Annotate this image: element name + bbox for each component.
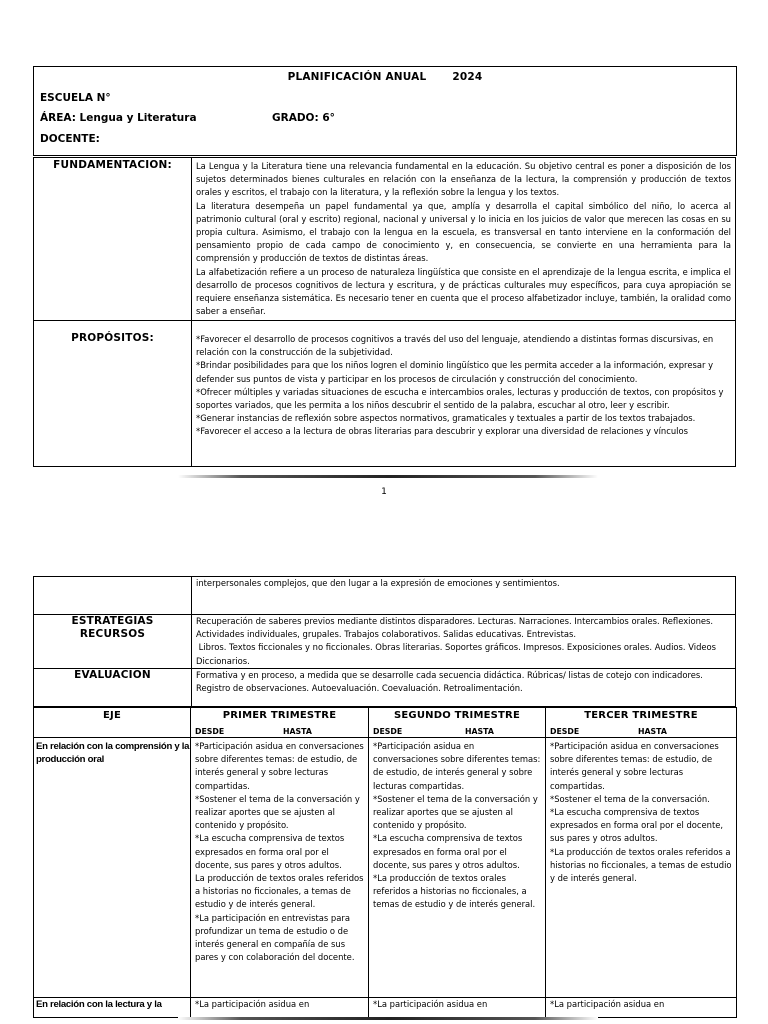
trimester-2-cell bbox=[369, 738, 546, 998]
trimester-3-cell bbox=[546, 998, 737, 1018]
propositos-continuation: interpersonales complejos, que den lugar a la expresión de emociones y sentimientos. bbox=[196, 578, 560, 588]
fundamentacion-text-cell bbox=[192, 158, 736, 321]
content-item: *Participación asidua en conversaciones sobre diferentes temas: de estudio, de interés general y sobre lecturas compartidas. bbox=[550, 741, 719, 791]
desde-label: DESDE bbox=[550, 727, 580, 736]
desde-label: DESDE bbox=[195, 727, 225, 736]
fundamentacion-label: FUNDAMENTACION: bbox=[53, 159, 172, 171]
content-item: *Sostener el tema de la conversación. bbox=[550, 793, 710, 804]
trimester-1-cell bbox=[191, 998, 369, 1018]
fundamentacion-paragraph: La alfabetización refiere a un proceso de naturaleza lingüística que consiste en el aprendizaje de la lengua escrita, e implica el desarrollo de procesos cognitivos de lectura y escritura, y de prácticas culturales muy específicos, para cuya apropiación se requiere enseñanza sistemática. Es necesario tener en cuenta que el proceso alfabetizador incluye, también, la oralidad como saber a enseñar. bbox=[196, 266, 731, 317]
estrategias-text-cell bbox=[192, 615, 736, 669]
content-item: *La escucha comprensiva de textos expresados en forma oral por el docente, sus pares y otros adultos. bbox=[195, 833, 345, 870]
content-item: *Sostener el tema de la conversación y realizar aportes que se ajusten al contenido y propósito. bbox=[373, 793, 538, 831]
content-item: *La participación asidua en bbox=[550, 999, 665, 1009]
grade-label: GRADO: 6° bbox=[272, 112, 335, 124]
trimester-2-cell bbox=[369, 998, 546, 1018]
proposito-item: *Favorecer el desarrollo de procesos cognitivos a través del uso del lenguaje, atendiendo a distintas formas discursivas, en relación con la construcción de la subjetividad. bbox=[196, 334, 714, 358]
propositos-text-cell bbox=[192, 321, 736, 467]
eje-label: En relación con la comprensión y la producción oral bbox=[36, 741, 190, 765]
desde-label: DESDE bbox=[373, 727, 403, 736]
recursos-text: Libros. Textos ficcionales y no ficcionales. Obras literarias. Soportes gráficos. Impresos. Exposiciones orales. Audios. Videos Diccionarios. bbox=[196, 642, 719, 666]
evaluacion-text-cell bbox=[192, 669, 736, 707]
content-item: *La escucha comprensiva de textos expresados en forma oral por el docente, sus pares y otros adultos. bbox=[550, 807, 724, 844]
fundamentacion-paragraph: La literatura desempeña un papel fundamental ya que, amplía y desarrolla el capital simbólico del niño, lo acerca al patrimonio cultural (oral y escrito) regional, nacional y universal y lo inicia en los juicios de valor que merecen las cosas en su propia cultura. Asimismo, el trabajo con la lengua en la escuela, es transversal en tanto interviene en la conformación del pensamiento propio de cada campo de conocimiento y, en consecuencia, se convierte en una herramienta para la comprensión y producción de textos de distintas áreas. bbox=[196, 200, 731, 264]
page-separator bbox=[178, 475, 598, 478]
propositos-label: PROPÓSITOS: bbox=[71, 332, 154, 344]
eje-cell bbox=[34, 738, 191, 998]
content-item: *Participación asidua en conversaciones sobre diferentes temas: de estudio, de interés general y sobre lecturas compartidas. bbox=[373, 741, 541, 791]
hasta-label: HASTA bbox=[283, 727, 312, 736]
estrategias-label-cell bbox=[34, 615, 192, 669]
fundamentacion-paragraph: La Lengua y la Literatura tiene una relevancia fundamental en la educación. Su objetivo central es poner a disposición de los sujetos determinados bienes culturales en relación con la enseñanza de la lectura, la comprensión y producción de textos orales y escritos, el trabajo con la literatura, y la reflexión sobre la lengua y los textos. bbox=[196, 161, 731, 198]
page1-table bbox=[33, 157, 736, 467]
evaluacion-label: EVALUACION bbox=[74, 669, 151, 681]
page-number: 1 bbox=[381, 487, 387, 497]
trimester-header-cell bbox=[191, 708, 369, 738]
area-label: ÁREA: Lengua y Literatura bbox=[40, 112, 197, 124]
page2-info-table bbox=[33, 576, 736, 707]
content-item: *La participación asidua en bbox=[373, 999, 488, 1009]
continuation-cell bbox=[192, 577, 736, 615]
trimester-1-header: PRIMER TRIMESTRE bbox=[222, 710, 337, 721]
content-item: *La participación asidua en bbox=[195, 999, 310, 1009]
trimester-header-cell bbox=[369, 708, 546, 738]
hasta-label: HASTA bbox=[638, 727, 667, 736]
estrategias-text: Recuperación de saberes previos mediante distintos disparadores. Lecturas. Narraciones. Intercambios orales. Reflexiones. Actividades individuales, grupales. Trabajos colaborativos. Salidas educativas. Entrevistas. bbox=[196, 616, 714, 640]
content-item: *Sostener el tema de la conversación y realizar aportes que se ajusten al contenido y propósito. bbox=[195, 793, 360, 831]
content-item: *La escucha comprensiva de textos expresados en forma oral por el docente, sus pares y otros adultos. bbox=[373, 833, 523, 870]
trimester-1-cell bbox=[191, 738, 369, 998]
proposito-item: *Ofrecer múltiples y variadas situaciones de escucha e intercambios orales, lecturas y producción de textos, con propósitos y soportes variados, que les permita a los niños descubrir el sentido de la palabra, escuchar al otro, leer y escribir. bbox=[196, 386, 724, 411]
year-label: 2024 bbox=[452, 71, 483, 83]
content-item: La producción de textos orales referidos a historias no ficcionales, a temas de estudio y de interés general. bbox=[195, 873, 364, 910]
propositos-label-cell bbox=[34, 321, 192, 467]
trimester-3-header: TERCER TRIMESTRE bbox=[584, 710, 698, 721]
trimester-3-cell bbox=[546, 738, 737, 998]
content-item: *La producción de textos orales referidos a historias no ficcionales, a temas de estudio y de interés general. bbox=[373, 873, 536, 910]
proposito-item: *Favorecer el acceso a la lectura de obras literarias para descubrir y explorar una diversidad de relaciones y vínculos bbox=[196, 426, 688, 437]
trimester-header-cell bbox=[546, 708, 737, 738]
document-title: PLANIFICACIÓN ANUAL 2024 bbox=[287, 71, 483, 83]
eje-header-cell bbox=[34, 708, 191, 738]
school-label: ESCUELA N° bbox=[40, 92, 111, 104]
trimester-2-header: SEGUNDO TRIMESTRE bbox=[394, 710, 520, 721]
eje-header: EJE bbox=[103, 710, 121, 721]
content-item: *La participación en entrevistas para profundizar un tema de estudio o de interés general en compañía de sus pares y con colaboración del docente. bbox=[195, 912, 355, 963]
eje-label: En relación con la lectura y la bbox=[36, 999, 162, 1010]
teacher-label: DOCENTE: bbox=[40, 133, 100, 145]
header-box bbox=[33, 66, 737, 156]
fundamentacion-label-cell bbox=[34, 158, 192, 321]
evaluacion-label-cell bbox=[34, 669, 192, 707]
continuation-label-cell bbox=[34, 577, 192, 615]
hasta-label: HASTA bbox=[465, 727, 494, 736]
estrategias-label: ESTRATEGIAS bbox=[71, 615, 154, 627]
content-item: *La producción de textos orales referidos a historias no ficcionales, a temas de estudio y de interés general. bbox=[550, 846, 732, 884]
content-item: *Participación asidua en conversaciones sobre diferentes temas: de estudio, de interés general y sobre lecturas compartidas. bbox=[195, 741, 364, 791]
recursos-label: RECURSOS bbox=[79, 628, 146, 640]
eje-table bbox=[33, 707, 737, 1018]
page-separator bbox=[178, 1017, 598, 1020]
proposito-item: *Brindar posibilidades para que los niños logren el dominio lingüístico que les permita acceder a la información, expresar y defender sus puntos de vista y participar en los procesos de circulación y construcción del conocimiento. bbox=[196, 360, 714, 384]
eje-cell bbox=[34, 998, 191, 1018]
evaluacion-text: Formativa y en proceso, a medida que se desarrolle cada secuencia didáctica. Rúbricas/ listas de cotejo con indicadores. Registro de observaciones. Autoevaluación. Coevaluación. Retroalimentación. bbox=[196, 670, 703, 694]
proposito-item: *Generar instancias de reflexión sobre aspectos normativos, gramaticales y textuales a partir de los textos trabajados. bbox=[196, 413, 696, 424]
